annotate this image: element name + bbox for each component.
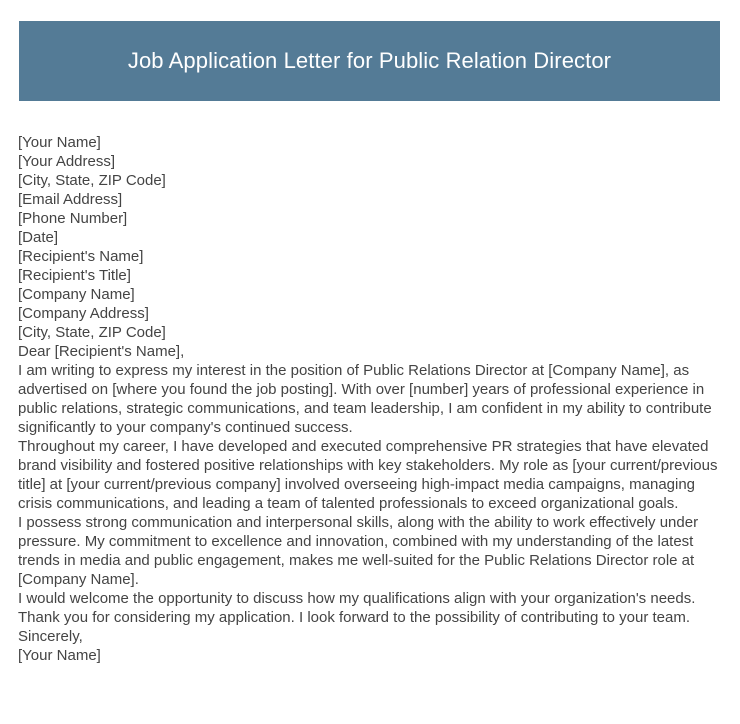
sender-line: [Email Address]: [18, 191, 123, 208]
sender-line: [Phone Number]: [18, 210, 128, 227]
recipient-line: [Company Name]: [18, 286, 135, 303]
sender-line: [Date]: [18, 229, 59, 246]
letter-paragraph: I would welcome the opportunity to discuss how my qualifications align with your organization's needs. Thank you for considering my application. I look forward to the possibility of contributing to your team.: [18, 590, 696, 626]
sender-line: [Your Address]: [18, 153, 116, 170]
recipient-line: [City, State, ZIP Code]: [18, 324, 166, 341]
letter-body: [18, 133, 720, 665]
signature-name: [Your Name]: [18, 647, 101, 664]
sender-address-block: [18, 133, 720, 247]
sender-line: [Your Name]: [18, 134, 101, 151]
recipient-line: [Recipient's Name]: [18, 248, 144, 265]
recipient-address-block: [18, 247, 720, 342]
sender-line: [City, State, ZIP Code]: [18, 172, 166, 189]
recipient-line: [Company Address]: [18, 305, 149, 322]
closing: Sincerely,: [18, 628, 83, 645]
letter-paragraph: I am writing to express my interest in the position of Public Relations Director at [Company Name], as advertised on [where you found the job posting]. With over [number] years of professional experience in public relations, strategic communications, and team leadership, I am confident in my ability to contribute significantly to your company's continued success.: [18, 362, 712, 436]
salutation: Dear [Recipient's Name],: [18, 343, 185, 360]
letter-paragraph: Throughout my career, I have developed and executed comprehensive PR strategies that have elevated brand visibility and fostered positive relationships with key stakeholders. My role as [your current/previous title] at [your current/previous company] involved overseeing high-impact media campaigns, managing crisis communications, and leading a team of talented professionals to exceed organizational goals.: [18, 438, 718, 512]
document-header-banner: [19, 21, 720, 101]
recipient-line: [Recipient's Title]: [18, 267, 131, 284]
page-title: Job Application Letter for Public Relation Director: [127, 48, 612, 73]
letter-paragraph: I possess strong communication and interpersonal skills, along with the ability to work effectively under pressure. My commitment to excellence and innovation, combined with my understanding of the latest trends in media and public engagement, makes me well-suited for the Public Relations Director role at [Company Name].: [18, 514, 699, 588]
